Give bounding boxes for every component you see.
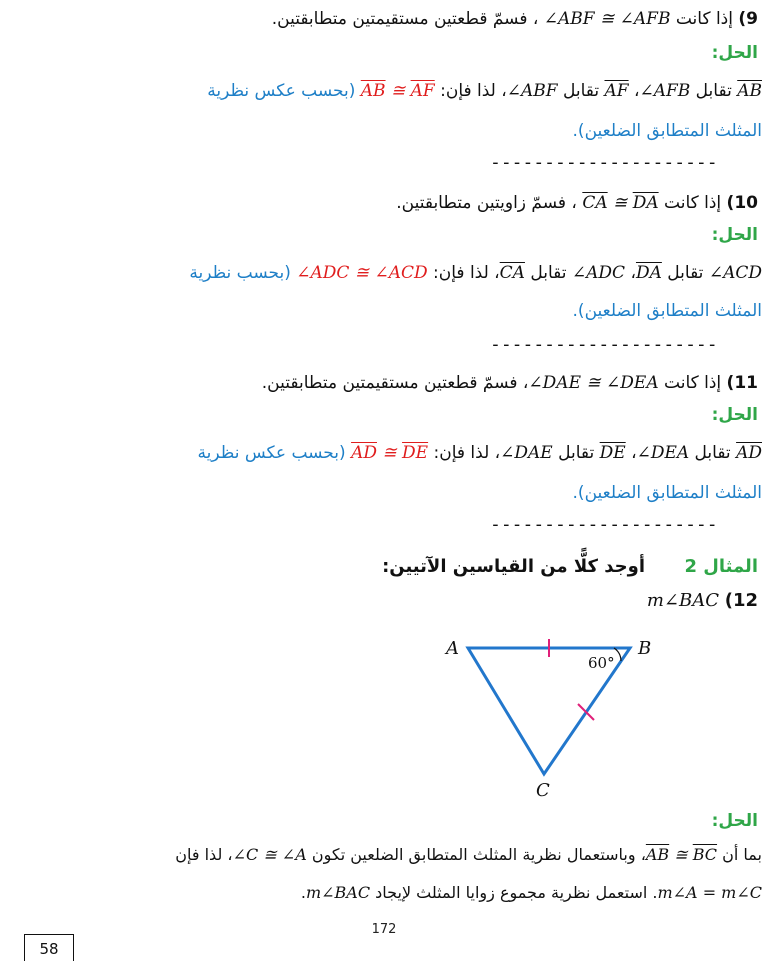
triangle-figure — [420, 628, 680, 808]
question-11: 11) إذا كانت ∠DAE ≅ ∠DEA، فسمّ قطعتين مستقيمتين متطابقتين. — [261, 373, 758, 393]
example-2-heading: المثال 2 أوجد كلًّا من القياسين الآتيين: — [382, 556, 758, 577]
solution-label: الحل: — [711, 405, 758, 425]
solution-label: الحل: — [711, 225, 758, 245]
question-number: 9) — [738, 9, 758, 29]
solution-9-line-2: المثلث المتطابق الضلعين). — [572, 121, 762, 141]
solution-12-line-1: بما أن $\overline{AB}$ ≅ $\overline{BC}،$ وباستعمال نظرية المثلث المتطابق الضلعين تكون ∠C ≅ ∠A، لذا فإن — [175, 845, 762, 864]
divider: --------------------- — [490, 334, 718, 355]
angle-arc-b — [614, 648, 621, 661]
divider: --------------------- — [490, 152, 718, 173]
solution-11-line-1: AD تقابل ∠DEA، DE تقابل ∠DAE، لذا فإن: $\overline{AD}$ ≅ $\overline{DE}$ (بحسب عكس نظرية — [197, 443, 762, 463]
solution-12-line-2: m∠A = m∠C. استعمل نظرية مجموع زوايا المثلث لإيجاد m∠BAC. — [300, 883, 762, 902]
question-9: 9) إذا كانت ∠ABF ≅ ∠AFB ، فسمّ قطعتين مستقيمتين متطابقتين. — [271, 9, 758, 29]
solution-9-line-1: AB تقابل ∠AFB، AF تقابل ∠ABF، لذا فإن: $\overline{AB}$ ≅ $\overline{AF}$ (بحسب عكس نظرية — [207, 81, 762, 101]
angle-label-b: 60° — [588, 654, 615, 672]
vertex-label-b: B — [638, 638, 652, 659]
page-box-number: 58 — [24, 934, 74, 961]
solution-11-line-2: المثلث المتطابق الضلعين). — [572, 483, 762, 503]
solution-label: الحل: — [711, 811, 758, 831]
question-12: 12) m∠BAC — [646, 590, 758, 611]
page-number: 172 — [371, 922, 397, 937]
divider: --------------------- — [490, 514, 718, 535]
solution-10-line-1: ∠ACD تقابل DA، ∠ADC تقابل CA، لذا فإن: ∠ADC ≅ ∠ACD (بحسب نظرية — [189, 263, 762, 283]
vertex-label-a: A — [446, 638, 459, 659]
solution-label: الحل: — [711, 43, 758, 63]
vertex-label-c: C — [536, 780, 550, 801]
solution-10-line-2: المثلث المتطابق الضلعين). — [572, 301, 762, 321]
question-10: 10) إذا كانت $\overline{CA}$ ≅ $\overline{DA}$ ، فسمّ زاويتين متطابقتين. — [396, 193, 758, 213]
